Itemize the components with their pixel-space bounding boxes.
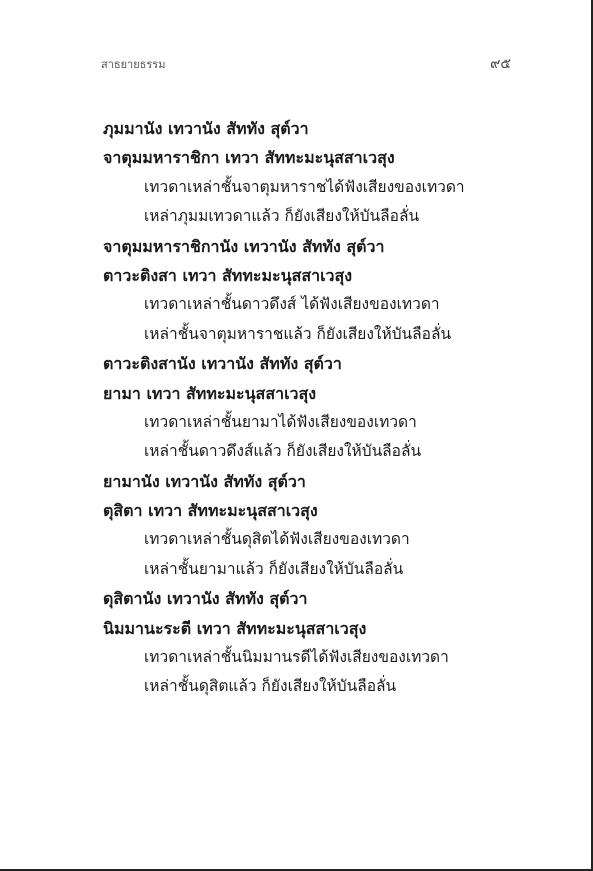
pali-verse-line: จาตุมมหาราชิกานัง เทวานัง สัททัง สุต์วา <box>103 236 385 256</box>
translation-line: เทวดาเหล่าชั้นนิมมานรดีได้ฟังเสียงของเทวดา <box>144 648 449 667</box>
translation-line: เทวดาเหล่าชั้นจาตุมหาราชได้ฟังเสียงของเทวดา <box>144 177 465 196</box>
pali-verse-line: จาตุมมหาราชิกา เทวา สัททะมะนุสสาเวสุง <box>103 148 395 168</box>
translation-line: เหล่าชั้นยามาแล้ว ก็ยังเสียงให้บันลือลั่น <box>144 559 404 578</box>
translation-line: เทวดาเหล่าชั้นดาวดึงส์ ได้ฟังเสียงของเทวดา <box>144 295 440 314</box>
pali-verse-line: ตาวะติงสานัง เทวานัง สัททัง สุต์วา <box>103 354 342 374</box>
pali-verse-line: ตาวะติงสา เทวา สัททะมะนุสสาเวสุง <box>103 265 353 285</box>
translation-line: เหล่าชั้นดุสิตแล้ว ก็ยังเสียงให้บันลือลั่น <box>144 677 397 696</box>
translation-line: เหล่าชั้นจาตุมหาราชแล้ว ก็ยังเสียงให้บันลือลั่น <box>144 324 452 343</box>
translation-line: เหล่าภุมมเทวดาแล้ว ก็ยังเสียงให้บันลือลั่น <box>144 207 420 226</box>
pali-verse-line: ตุสิตา เทวา สัททะมะนุสสาเวสุง <box>103 501 318 521</box>
pali-verse-line: ภุมมานัง เทวานัง สัททัง สุต์วา <box>103 119 309 138</box>
pali-verse-line: นิมมานะระตี เทวา สัททะมะนุสสาเวสุง <box>103 618 367 638</box>
translation-line: เทวดาเหล่าชั้นดุสิตได้ฟังเสียงของเทวดา <box>144 530 410 549</box>
pali-verse-line: ยามา เทวา สัททะมะนุสสาเวสุง <box>103 383 317 403</box>
translation-line: เทวดาเหล่าชั้นยามาได้ฟังเสียงของเทวดา <box>144 412 417 431</box>
translation-line: เหล่าชั้นดาวดึงส์แล้ว ก็ยังเสียงให้บันลือลั่น <box>144 442 422 461</box>
pali-verse-line: ยามานัง เทวานัง สัททัง สุต์วา <box>103 471 306 491</box>
pali-verse-line: ดุสิตานัง เทวานัง สัททัง สุต์วา <box>103 589 308 609</box>
page-number: ๙๕ <box>490 56 511 72</box>
running-head: สาธยายธรรม <box>101 58 166 71</box>
chant-text-body <box>103 114 573 702</box>
